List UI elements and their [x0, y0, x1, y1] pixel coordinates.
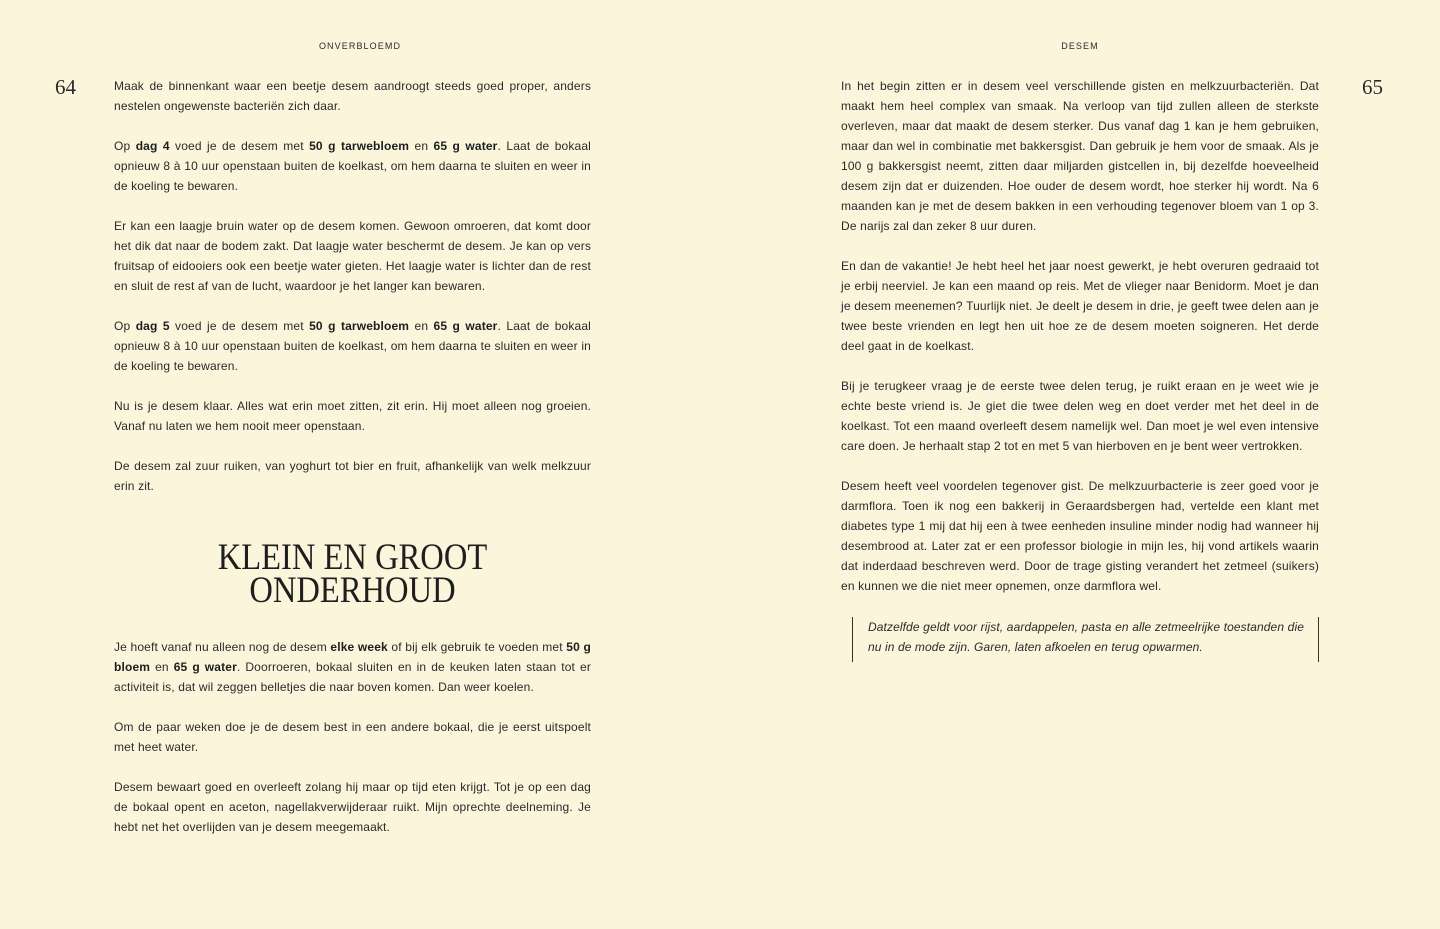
- left-page-section-body: [114, 637, 591, 837]
- paragraph: In het begin zitten er in desem veel verschillende gisten en melkzuurbacteriën. Dat maakt hem heel complex van smaak. Na verloop van tijd zullen alleen de sterkste overleven, maar dat maakt de desem sterker. Dus vanaf dag 1 kan je hem gebruiken, maar dan wel in combinatie met bakkersgist. Dan gebruik je hem voor de smaak. Als je 100 g bakkersgist neemt, zitten daar miljarden gistcellen in, bij dezelfde hoeveelheid desem zijn dat er duizenden. Hoe ouder de desem wordt, hoe sterker hij wordt. Na 6 maanden kan je met de desem bakken in een verhouding tegenover bloem van 1 op 3. De narijs zal dan zeker 8 uur duren.: [841, 79, 1319, 233]
- paragraph: Bij je terugkeer vraag je de eerste twee delen terug, je ruikt eraan en je weet wie je echte beste vriend is. Je giet die twee delen weg en doet verder met het deel in de koelkast. Tot een maand overleeft desem namelijk wel. Dan moet je wel even intensive care doen. Je herhaalt stap 2 tot en met 5 van hierboven en je bent weer vertrokken.: [841, 379, 1319, 453]
- bold-term: 65 g water: [173, 660, 237, 674]
- right-page-body: [841, 76, 1319, 596]
- page-number-right: 65: [1362, 75, 1383, 99]
- paragraph: [114, 136, 591, 196]
- paragraph-text: Je hoeft vanaf nu alleen nog de desem: [114, 640, 331, 654]
- paragraph: Desem heeft veel voordelen tegenover gist. De melkzuurbacterie is zeer goed voor je darmflora. Toen ik nog een bakkerij in Geraardsbergen had, vertelde een klant met diabetes type 1 mij dat hij een à twee eenheden insuline minder nodig had wanneer hij desembrood at. Later zat er een professor biologie in mijn les, hij vond artikels waarin dat inderdaad beschreven werd. Door de trage gisting verandert het zetmeel (suikers) en kunnen we die niet meer opnemen, onze darmflora wel.: [841, 479, 1319, 593]
- bold-term: elke week: [330, 640, 388, 654]
- paragraph-text: voed je de desem met: [169, 139, 310, 153]
- paragraph-text: en: [409, 319, 434, 333]
- running-head-right: DESEM: [1061, 41, 1099, 51]
- paragraph: Desem bewaart goed en overleeft zolang hij maar op tijd eten krijgt. Tot je op een dag de bokaal opent en aceton, nagellakverwijderaar ruikt. Mijn oprechte deelneming. Je hebt net het overlijden van je desem meegemaakt.: [114, 780, 591, 834]
- paragraph: Maak de binnenkant waar een beetje desem aandroogt steeds goed proper, anders nestelen ongewenste bacteriën zich daar.: [114, 79, 591, 113]
- page-number-left: 64: [55, 75, 76, 99]
- paragraph-text: . Laat de bokaal opnieuw 8 à 10 uur openstaan buiten de koelkast, om hem daarna te sluiten en weer in de koeling te bewaren.: [114, 319, 591, 373]
- section-heading-line: KLEIN EN GROOT: [217, 537, 488, 578]
- paragraph-text: en: [409, 139, 434, 153]
- section-heading: [114, 537, 591, 611]
- bold-term: dag 4: [135, 139, 170, 153]
- bold-term: 50 g bloem: [114, 640, 591, 674]
- paragraph-text: Op: [114, 319, 136, 333]
- paragraph: [114, 316, 591, 376]
- paragraph-text: Op: [114, 139, 136, 153]
- paragraph: Nu is je desem klaar. Alles wat erin moet zitten, zit erin. Hij moet alleen nog groeien. Vanaf nu laten we hem nooit meer openstaan.: [114, 399, 591, 433]
- paragraph-text: . Laat de bokaal opnieuw 8 à 10 uur openstaan buiten de koelkast, om hem daarna te sluiten en weer in de koeling te bewaren.: [114, 139, 591, 193]
- paragraph-text: . Doorroeren, bokaal sluiten en in de keuken laten staan tot er activiteit is, dat wil zeggen belletjes die naar boven komen. Dan weer koelen.: [114, 660, 591, 694]
- paragraph: Er kan een laagje bruin water op de desem komen. Gewoon omroeren, dat komt door het dik dat naar de bodem zakt. Dat laagje water beschermt de desem. Je kan op vers fruitsap of eidooiers ook een beetje water gieten. Het laagje water is lichter dan de rest en sluit de rest af van de lucht, waardoor je het langer kan bewaren.: [114, 219, 591, 293]
- paragraph-text: voed je de desem met: [169, 319, 310, 333]
- paragraph: En dan de vakantie! Je hebt heel het jaar noest gewerkt, je hebt overuren gedraaid tot je erbij neerviel. Je kan een maand op reis. Met de vlieger naar Benidorm. Moet je dan je desem meenemen? Tuurlijk niet. Je deelt je desem in drie, je geeft twee delen aan je twee beste vrienden en legt hen uit hoe ze de desem moeten soigneren. Het derde deel gaat in de koelkast.: [841, 259, 1319, 353]
- left-page-body: [114, 76, 591, 496]
- paragraph-text: en: [150, 660, 174, 674]
- running-head-left: ONVERBLOEMD: [318, 41, 402, 51]
- bold-term: 50 g tarwebloem: [309, 319, 410, 333]
- paragraph-text: of bij elk gebruik te voeden met: [387, 640, 567, 654]
- bold-term: 65 g water: [433, 139, 498, 153]
- bold-term: dag 5: [135, 319, 170, 333]
- paragraph: Om de paar weken doe je de desem best in een andere bokaal, die je eerst uitspoelt met heet water.: [114, 720, 591, 754]
- paragraph: [114, 637, 591, 697]
- bold-term: 50 g tarwebloem: [309, 139, 410, 153]
- bold-term: 65 g water: [433, 319, 498, 333]
- paragraph: De desem zal zuur ruiken, van yoghurt tot bier en fruit, afhankelijk van welk melkzuur erin zit.: [114, 459, 591, 493]
- pull-quote: Datzelfde geldt voor rijst, aardappelen, pasta en alle zetmeelrijke toestanden die nu in de mode zijn. Garen, laten afkoelen en terug opwarmen.: [852, 617, 1319, 662]
- section-heading-line: ONDERHOUD: [249, 570, 456, 611]
